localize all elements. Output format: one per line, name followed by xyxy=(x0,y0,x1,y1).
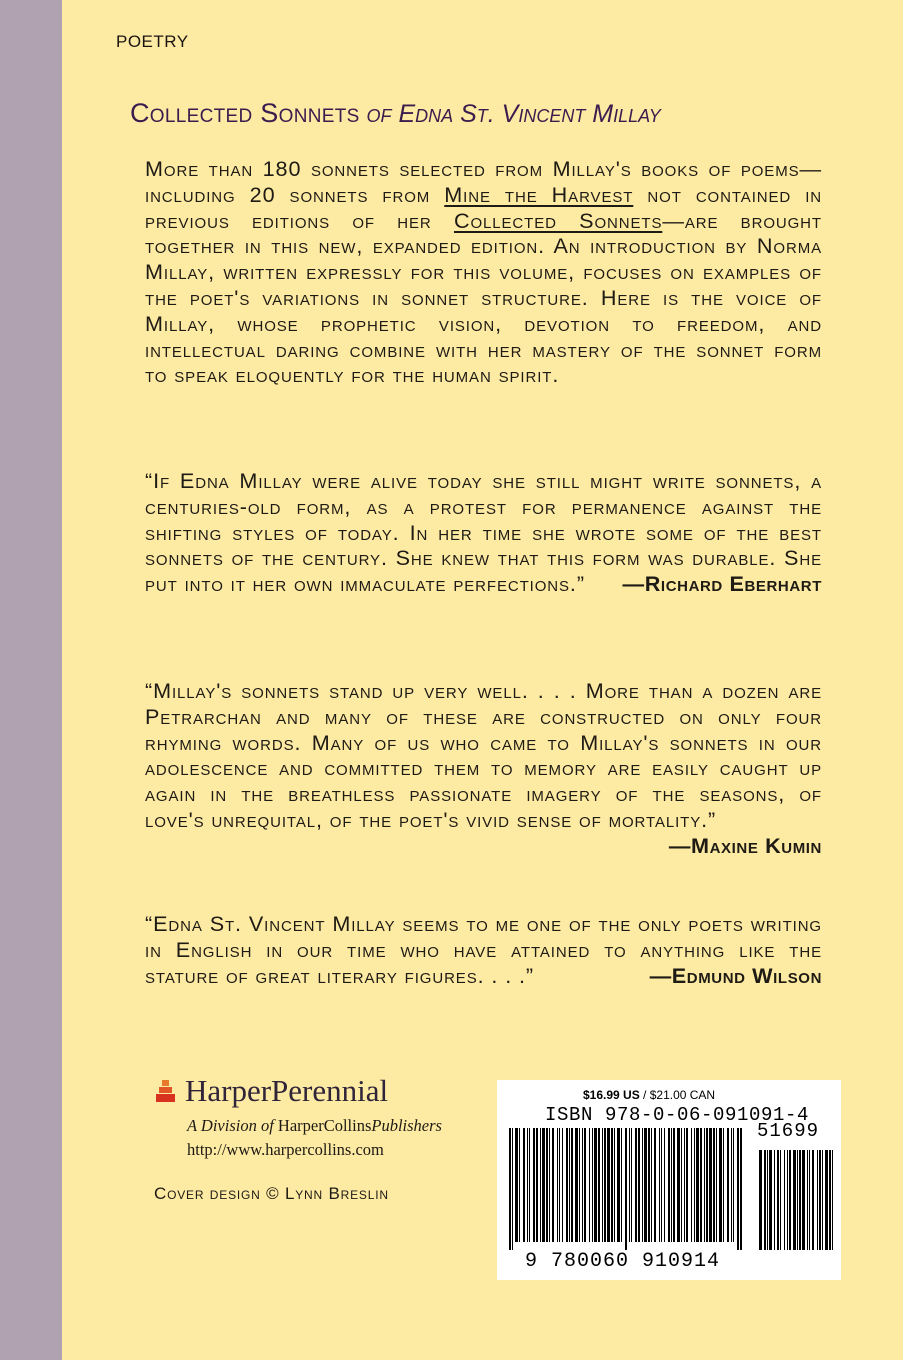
barcode-bar xyxy=(631,1128,632,1242)
barcode-bar xyxy=(673,1128,675,1242)
barcode-bar xyxy=(602,1128,603,1242)
price-us: $16.99 US xyxy=(583,1088,640,1102)
barcode-bar xyxy=(704,1128,705,1242)
book-reference-mine-the-harvest: Mine the Harvest xyxy=(444,181,634,207)
barcode-bar xyxy=(654,1128,656,1242)
barcode-bar xyxy=(709,1128,712,1242)
barcode-bar xyxy=(549,1128,550,1242)
barcode-addon-bar xyxy=(780,1150,781,1250)
barcode-bar xyxy=(552,1128,554,1242)
barcode-bar xyxy=(684,1128,685,1242)
barcode-bar xyxy=(557,1128,558,1242)
barcode-digits: 9 780060 910914 xyxy=(525,1250,721,1273)
barcode-addon-bar xyxy=(764,1150,766,1250)
barcode-addon-bar xyxy=(793,1150,796,1250)
barcode-addon-bar xyxy=(819,1150,821,1250)
barcode-bar xyxy=(604,1128,606,1242)
title-main: Collected Sonnets xyxy=(130,98,360,128)
barcode-bar xyxy=(733,1128,734,1242)
barcode-bar xyxy=(533,1128,535,1242)
isbn-label: ISBN 978-0-06-091091-4 xyxy=(545,1104,810,1126)
barcode-bar xyxy=(594,1128,597,1242)
barcode-bar xyxy=(614,1128,615,1242)
barcode-bar xyxy=(681,1128,682,1242)
barcode-addon-bar xyxy=(767,1150,768,1250)
barcode-bar xyxy=(638,1128,640,1242)
barcode-addon-bar xyxy=(784,1150,785,1250)
barcode-bar xyxy=(737,1128,739,1250)
barcode-bar xyxy=(584,1128,586,1242)
description-text: not contained in previous editions of her xyxy=(145,181,823,233)
barcode-bar xyxy=(629,1128,630,1242)
barcode-addon-bar xyxy=(802,1150,805,1250)
publisher-division xyxy=(187,1116,442,1136)
barcode-addon-bar xyxy=(825,1150,828,1250)
quote-wilson xyxy=(145,911,822,988)
barcode-bar xyxy=(648,1128,650,1242)
publisher-url[interactable]: http://www.harpercollins.com xyxy=(187,1140,384,1159)
barcode-bar xyxy=(716,1128,717,1242)
barcode-addon-bar xyxy=(789,1150,791,1250)
barcode-bar xyxy=(625,1128,627,1250)
barcode-addon-bar xyxy=(769,1150,772,1250)
barcode-bar xyxy=(644,1128,647,1242)
quote-eberhart xyxy=(145,468,822,597)
book-title xyxy=(130,98,860,129)
barcode-addon-bar xyxy=(832,1150,833,1250)
barcode-bar xyxy=(668,1128,670,1242)
quote-kumin xyxy=(145,678,822,859)
price-label xyxy=(583,1088,715,1102)
barcode-bar xyxy=(611,1128,613,1242)
quote-text: “If Edna Millay were alive today she still might write sonnets, a centuries-old form, as a protest for permanence against the shifting styles of today. In her time she wrote some of the best sonnets of the century. She knew that this form was durable. She put into it her own immaculate perfections.” xyxy=(145,468,822,597)
barcode-bar xyxy=(723,1128,724,1242)
barcode-bar xyxy=(691,1128,692,1242)
barcode-bar xyxy=(598,1128,600,1242)
barcode-bar xyxy=(621,1128,622,1242)
barcode-bar xyxy=(575,1128,578,1242)
barcode-bar xyxy=(686,1128,688,1242)
barcode-bar xyxy=(566,1128,568,1242)
barcode-bar xyxy=(642,1128,643,1242)
barcode-bar xyxy=(592,1128,593,1242)
barcode-bar xyxy=(512,1128,513,1250)
barcode-panel xyxy=(497,1080,841,1280)
barcode-addon-bar xyxy=(759,1150,762,1250)
quote-author: —Maxine Kumin xyxy=(668,832,822,858)
barcode-bar xyxy=(536,1128,538,1242)
barcode-addon-bar xyxy=(812,1150,814,1250)
barcode-bar xyxy=(713,1128,715,1242)
barcode-bar xyxy=(677,1128,680,1242)
barcode-bar xyxy=(559,1128,560,1242)
barcode-addon-bar xyxy=(787,1150,788,1250)
barcode-bar xyxy=(571,1128,573,1242)
barcode-addon-bar xyxy=(799,1150,801,1250)
book-reference-collected-sonnets: Collected Sonnets xyxy=(453,207,663,233)
quote-author: —Richard Eberhart xyxy=(622,571,822,597)
barcode-bar xyxy=(664,1128,665,1242)
barcode-bar xyxy=(540,1128,541,1242)
price-can: / $21.00 CAN xyxy=(639,1088,716,1102)
barcode-addon-bar xyxy=(822,1150,823,1250)
flame-logo-icon xyxy=(156,1080,175,1102)
barcode-addon-bar xyxy=(807,1150,808,1250)
barcode-bar xyxy=(529,1128,530,1242)
quote-author: —Edmund Wilson xyxy=(649,962,822,988)
barcode-bar xyxy=(635,1128,637,1242)
barcode-bar xyxy=(661,1128,662,1242)
barcode-bar xyxy=(740,1128,742,1250)
barcode-bar xyxy=(519,1128,520,1242)
barcode-bar xyxy=(523,1128,525,1242)
barcode-bar xyxy=(589,1128,590,1242)
barcode-bar xyxy=(719,1128,722,1242)
barcode-bar xyxy=(706,1128,708,1242)
barcode-addon-digits: 51699 xyxy=(757,1120,820,1142)
barcode-bar xyxy=(582,1128,583,1242)
barcode-addon-bar xyxy=(809,1150,810,1250)
barcode-bar xyxy=(562,1128,563,1242)
barcode-bar xyxy=(731,1128,732,1242)
barcode-bar xyxy=(515,1128,518,1242)
cover-credit: Cover design © Lynn Breslin xyxy=(154,1184,389,1203)
barcode-bar xyxy=(579,1128,580,1242)
barcode-bar xyxy=(509,1128,511,1250)
division-main: HarperCollins xyxy=(277,1116,372,1135)
publisher-block xyxy=(156,1074,442,1160)
barcode-bar xyxy=(651,1128,652,1242)
barcode-bar xyxy=(527,1128,528,1242)
description-text: More than 180 sonnets selected from Millay's books of poems—including 20 sonnets from xyxy=(145,156,822,207)
barcode-bar xyxy=(542,1128,545,1242)
barcode-bar xyxy=(607,1128,610,1242)
barcode-bar xyxy=(696,1128,699,1242)
category-label: POETRY xyxy=(116,32,189,51)
barcode-addon-bar xyxy=(777,1150,779,1250)
barcode-addon-bar xyxy=(829,1150,831,1250)
barcode-bar xyxy=(727,1128,729,1242)
barcode-bar xyxy=(700,1128,702,1242)
barcode-bar xyxy=(569,1128,570,1242)
barcode-addon-bar xyxy=(817,1150,818,1250)
description-paragraph xyxy=(145,156,822,388)
barcode-bar xyxy=(659,1128,660,1242)
division-suffix: Publishers xyxy=(371,1116,442,1135)
quote-text: “Edna St. Vincent Millay seems to me one of the only poets writing in English in our time who have attained to anything like the stature of great literary figures. . . .” xyxy=(145,911,822,988)
barcode-bar xyxy=(546,1128,548,1242)
description-text: —are brought together in this new, expanded edition. An introduction by Norma Millay, written expressly for this volume, focuses on examples of the poet's variations in sonnet structure. Here is the voice of Millay, whose prophetic vision, devotion to freedom, and intellectual daring combine with her mastery of the sonnet form to speak eloquently for the human spirit. xyxy=(145,207,822,388)
barcode-addon-bar xyxy=(797,1150,798,1250)
title-sub: of Edna St. Vincent Millay xyxy=(366,100,661,128)
barcode-bar xyxy=(694,1128,695,1242)
publisher-name: HarperPerennial xyxy=(185,1073,389,1108)
barcode-addon-bar xyxy=(774,1150,775,1250)
division-prefix: A Division of xyxy=(187,1116,278,1135)
barcode-bar xyxy=(617,1128,620,1242)
barcode-bar xyxy=(671,1128,672,1242)
spine-stripe xyxy=(0,0,62,1360)
quote-text: “Millay's sonnets stand up very well. . . . More than a dozen are Petrarchan and many of these are constructed on only four rhyming words. Many of us who came to Millay's sonnets in our adolescence and committed them to memory are easily caught up again in the breathless passionate imagery of the seasons, of love's unrequital, of the poet's vivid sense of mortality.” xyxy=(145,678,822,832)
